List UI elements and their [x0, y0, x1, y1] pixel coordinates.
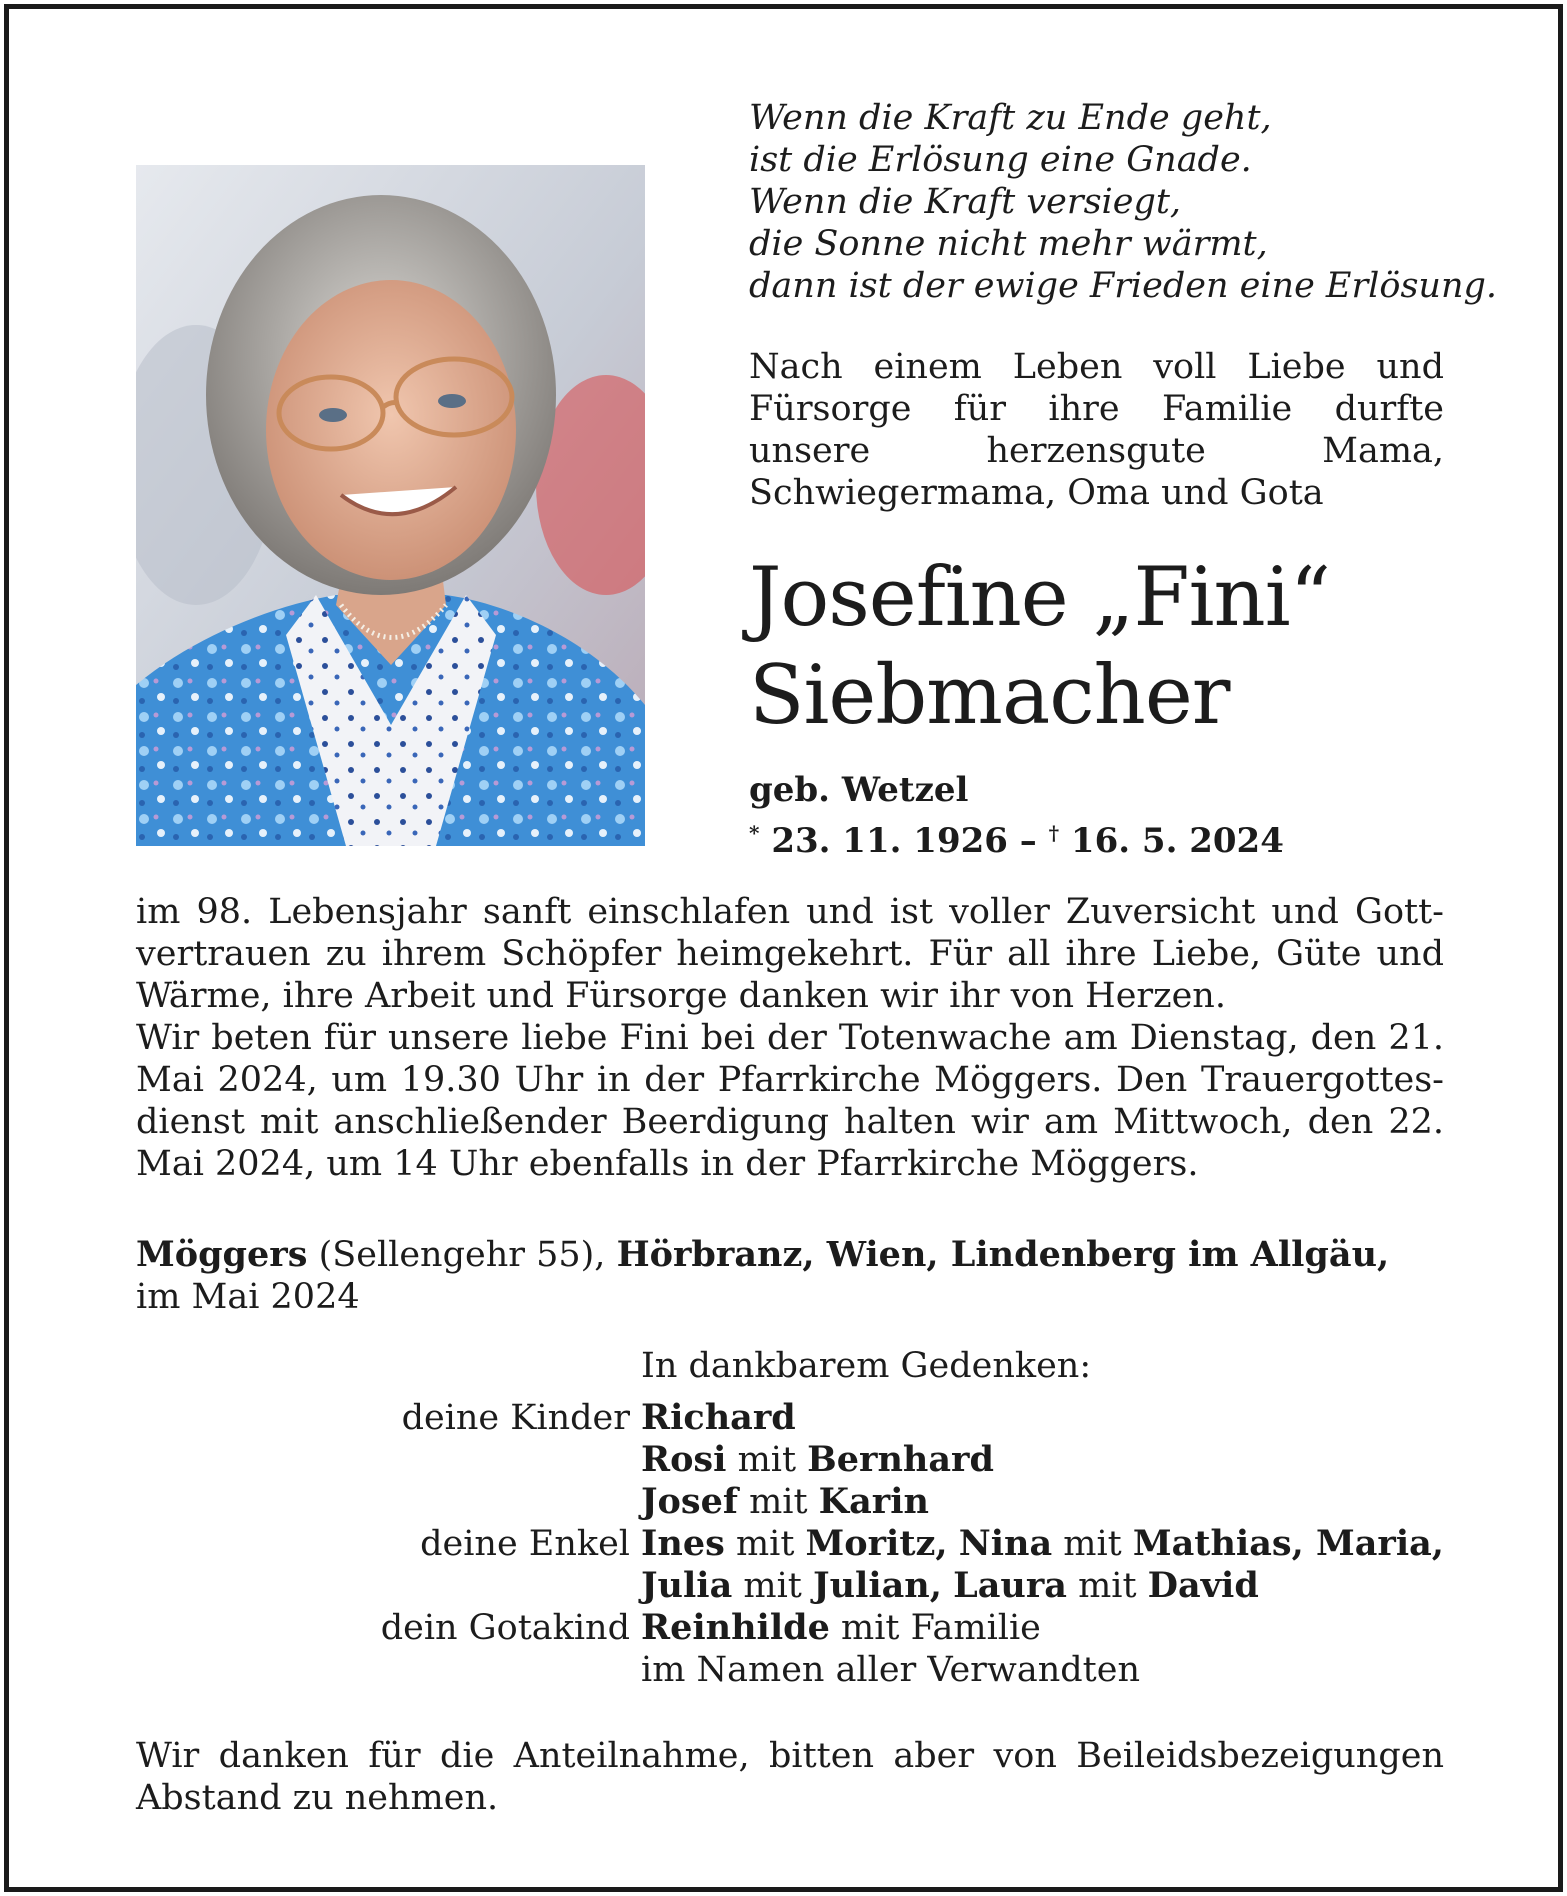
poem: [749, 97, 1498, 307]
death-date: 16. 5. 2024: [1070, 821, 1284, 861]
place-date: im Mai 2024: [136, 1277, 360, 1317]
death-symbol: †: [1048, 821, 1060, 845]
family-row: [9, 1523, 1558, 1565]
birth-date: 23. 11. 1926: [771, 821, 1008, 861]
family-with: mit: [743, 1566, 802, 1606]
poem-line: die Sonne nicht mehr wärmt,: [749, 224, 1268, 264]
thanks-heading: In dankbarem Gedenken:: [641, 1346, 1092, 1386]
poem-line: dann ist der ewige Frieden eine Erlösung.: [749, 266, 1498, 306]
life-dates: [749, 812, 1284, 862]
born-name: geb. Wetzel: [749, 770, 969, 810]
places-line: [136, 1234, 1444, 1276]
family-member: Julian,: [813, 1565, 942, 1606]
body-paragraph: im 98. Lebensjahr sanft einschlafen und ist voller Zuversicht und Gottvertrauen zu ihrem Schöpfer heimgekehrt. Für all ihre Liebe, Güte und Wärme, ihre Arbeit und Fürsorge danken wir ihr von Herzen.: [136, 892, 1444, 1016]
family-with: mit: [737, 1440, 797, 1480]
relatives-note: im Namen aller Verwandten: [641, 1650, 1140, 1690]
closing-text: Wir danken für die Anteilnahme, bitten aber von Beileidsbezeigungen Abstand zu nehmen.: [136, 1736, 1444, 1818]
body-paragraph: Wir beten für unsere liebe Fini bei der Totenwache am Dienstag, den 21. Mai 2024, um 19.30 Uhr in der Pfarrkirche Möggers. Den Trauergottesdienst mit anschließender Beerdigung halten wir am Mittwoch, den 22. Mai 2024, um 14 Uhr ebenfalls in der Pfarrkirche Möggers.: [136, 1018, 1444, 1184]
places-block: [136, 1234, 1444, 1318]
family-with: mit Familie: [841, 1608, 1041, 1648]
place-others: Hörbranz, Wien, Lindenberg im Allgäu,: [616, 1234, 1390, 1275]
name-line-last: Siebmacher: [749, 649, 1230, 743]
family-member: Richard: [641, 1397, 796, 1438]
family-member: Ines: [641, 1523, 725, 1564]
date-separator: –: [1019, 821, 1037, 861]
family-with: mit: [1078, 1566, 1137, 1606]
family-with: mit: [749, 1482, 808, 1522]
family-row: [9, 1481, 1558, 1523]
family-member: Josef: [641, 1481, 738, 1522]
family-member: Mathias, Maria,: [1132, 1523, 1444, 1564]
family-value: [641, 1397, 796, 1439]
family-member: Bernhard: [807, 1439, 994, 1480]
family-member: Julia: [641, 1565, 733, 1606]
family-member: Karin: [818, 1481, 929, 1522]
poem-line: Wenn die Kraft versiegt,: [749, 182, 1182, 222]
family-member: David: [1147, 1565, 1259, 1606]
family-value: [641, 1523, 1444, 1565]
intro-text: Nach einem Leben voll Liebe und Fürsorge für ihre Familie durfte unsere herzensgute Mama, Schwiegermama, Oma und Gota: [749, 347, 1444, 513]
family-value: [641, 1439, 994, 1481]
family-value: [641, 1481, 929, 1523]
family-member: Nina: [958, 1523, 1053, 1564]
family-with: mit: [1063, 1524, 1122, 1564]
poem-line: Wenn die Kraft zu Ende geht,: [749, 98, 1272, 138]
family-row: [9, 1565, 1558, 1607]
enkel-label: deine Enkel: [420, 1524, 630, 1564]
family-member: Reinhilde: [641, 1607, 830, 1648]
portrait-photo: [136, 165, 645, 846]
body-text: [136, 891, 1444, 1185]
place-address: (Sellengehr 55),: [318, 1235, 606, 1275]
family-with: mit: [735, 1524, 795, 1564]
family-member: Moritz,: [805, 1523, 948, 1564]
deceased-name: [749, 549, 1539, 745]
family-row: [9, 1607, 1558, 1649]
place-primary: Möggers: [136, 1234, 308, 1275]
family-row: [9, 1439, 1558, 1481]
gotakind-label: dein Gotakind: [380, 1608, 630, 1648]
obituary-notice: [4, 4, 1563, 1892]
birth-symbol: *: [749, 821, 760, 845]
poem-line: ist die Erlösung eine Gnade.: [749, 140, 1252, 180]
family-row: [9, 1397, 1558, 1439]
kinder-label: deine Kinder: [401, 1398, 630, 1438]
family-row: [9, 1649, 1558, 1691]
name-line-first: Josefine „Fini“: [749, 551, 1331, 645]
family-member: Rosi: [641, 1439, 727, 1480]
family-value: [641, 1565, 1259, 1607]
family-value: [641, 1607, 1041, 1649]
family-member: Laura: [953, 1565, 1067, 1606]
